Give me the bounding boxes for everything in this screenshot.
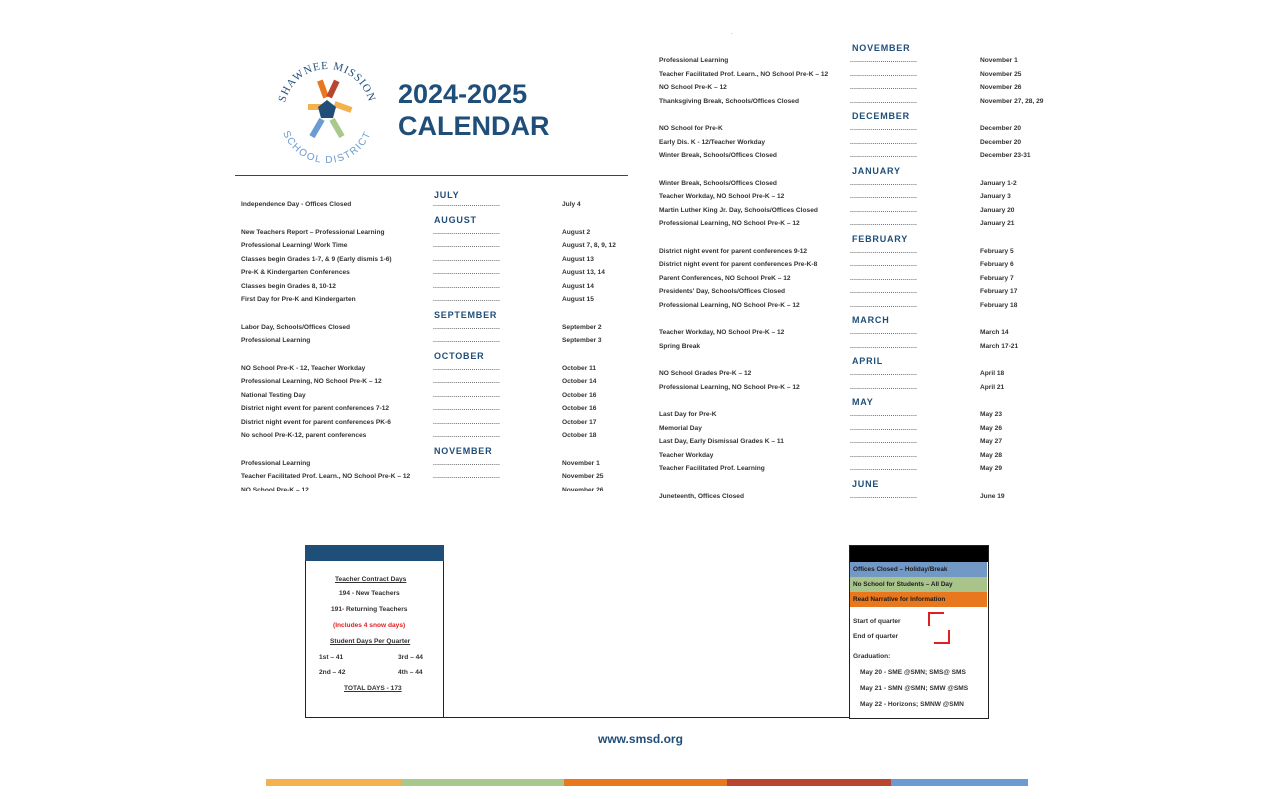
leader-dots: ................................. — [433, 228, 501, 236]
calendar-event-row — [659, 261, 1050, 273]
calendar-event-row — [241, 201, 635, 213]
leader-dots: ................................. — [850, 370, 918, 377]
calendar-event-row — [659, 57, 1050, 69]
calendar-event-row — [659, 275, 1050, 287]
legend-box — [849, 545, 989, 719]
calendar-event-row — [659, 438, 1050, 450]
calendar-event-row — [659, 343, 1050, 355]
calendar-event-row — [241, 419, 635, 431]
event-date: December 23-31 — [980, 152, 1031, 159]
calendar-event-row — [241, 365, 635, 377]
event-label: Last Day, Early Dismissal Grades K – 11 — [659, 438, 784, 445]
event-date: October 16 — [562, 391, 597, 399]
event-label: Professional Learning, NO School Pre-K – 12 — [659, 383, 800, 391]
event-label: Winter Break, Schools/Offices Closed — [659, 179, 777, 187]
calendar-event-row — [241, 460, 635, 472]
event-date: August 7, 8, 9, 12 — [562, 242, 616, 249]
leader-dots: ................................. — [850, 193, 918, 200]
graduation-item: May 21 - SMN @SMN; SMW @SMS — [860, 685, 969, 692]
leader-dots: ................................. — [850, 301, 918, 309]
leader-dots: ................................. — [850, 247, 918, 255]
calendar-event-row — [659, 288, 1050, 300]
event-label: Professional Learning/ Work Time — [241, 242, 348, 249]
event-label: Pre-K & Kindergarten Conferences — [241, 269, 350, 276]
end-quarter-marker-icon — [934, 630, 950, 644]
leader-dots: ................................. — [433, 364, 501, 372]
new-teachers-days: 194 - New Teachers — [339, 590, 400, 597]
event-date: September 2 — [562, 323, 602, 331]
calendar-event-row — [241, 405, 635, 417]
event-date: January 20 — [980, 206, 1015, 214]
event-date: February 7 — [980, 274, 1014, 282]
calendar-title-year: 2024-2025 — [398, 79, 528, 109]
event-label: Professional Learning, NO School Pre-K – 12 — [241, 378, 382, 385]
calendar-event-row — [659, 152, 1050, 164]
event-label: NO School Pre-K - 12, Teacher Workday — [241, 364, 366, 372]
legend-header-bar — [850, 546, 988, 562]
leader-dots: ................................. — [433, 337, 501, 344]
event-label: Teacher Workday, NO School Pre-K – 12 — [659, 329, 785, 336]
leader-dots: ................................. — [850, 70, 918, 78]
event-label: Teacher Facilitated Prof. Learning — [659, 465, 765, 472]
event-label: Parent Conferences, NO School PreK – 12 — [659, 274, 791, 282]
event-label: Thanksgiving Break, Schools/Offices Closed — [659, 97, 799, 105]
legend-no-school: No School for Students – All Day — [850, 577, 987, 592]
event-date: June 19 — [980, 492, 1005, 500]
event-label: Professional Learning — [241, 337, 311, 344]
leader-dots: ................................. — [433, 201, 501, 208]
event-date: October 17 — [562, 418, 597, 426]
calendar-event-row — [241, 378, 635, 390]
event-date: April 18 — [980, 370, 1005, 377]
district-website-link[interactable]: www.smsd.org — [598, 732, 683, 746]
leader-dots: ................................. — [850, 424, 918, 432]
event-label: District night event for parent conferences PK-6 — [241, 418, 391, 426]
quarter-days-heading: Student Days Per Quarter — [330, 638, 411, 645]
event-label: Independence Day - Offices Closed — [241, 201, 352, 208]
month-heading: NOVEMBER — [852, 43, 911, 53]
district-logo — [272, 60, 382, 164]
event-date: October 18 — [562, 432, 597, 439]
event-label: Professional Learning, NO School Pre-K – 12 — [659, 301, 800, 309]
calendar-event-row — [659, 493, 1050, 505]
contract-box-header-bar — [305, 545, 444, 561]
leader-dots: ................................. — [433, 486, 501, 491]
leader-dots: ................................. — [433, 255, 501, 263]
returning-teachers-days: 191- Returning Teachers — [331, 606, 408, 613]
event-label: Labor Day, Schools/Offices Closed — [241, 323, 351, 331]
event-date: May 26 — [980, 424, 1002, 432]
event-date: May 29 — [980, 465, 1002, 472]
quarter-3-days: 3rd – 44 — [398, 654, 423, 661]
event-label: Juneteenth, Offices Closed — [659, 492, 745, 500]
event-label: District night event for parent conferences Pre-K-8 — [659, 261, 818, 268]
calendar-event-row — [241, 432, 635, 444]
event-date: March 14 — [980, 329, 1009, 336]
calendar-event-row — [241, 324, 635, 336]
event-date: May 27 — [980, 438, 1002, 445]
event-date: November 27, 28, 29 — [980, 97, 1044, 105]
event-label: Memorial Day — [659, 424, 702, 432]
logo-text-bottom: SCHOOL DISTRICT — [280, 129, 374, 164]
event-label: NO School Pre-K – 12 — [241, 486, 309, 491]
leader-dots: ................................. — [850, 288, 918, 295]
calendar-event-row — [659, 71, 1050, 83]
calendar-event-row — [659, 452, 1050, 464]
calendar-event-row — [659, 384, 1050, 396]
month-heading: APRIL — [852, 356, 883, 366]
leader-dots: ................................. — [850, 57, 918, 64]
calendar-event-row — [241, 392, 635, 404]
month-heading: NOVEMBER — [434, 445, 493, 456]
event-date: October 11 — [562, 364, 597, 372]
calendar-event-row — [241, 269, 635, 281]
event-date: November 1 — [562, 459, 600, 467]
logo-text-top: SHAWNEE MISSION — [276, 60, 378, 104]
graduation-item: May 20 - SME @SMN; SMS@ SMS — [860, 669, 966, 676]
leader-dots: ................................. — [850, 97, 918, 105]
event-date: April 21 — [980, 383, 1005, 391]
event-date: February 5 — [980, 247, 1014, 255]
event-date: May 23 — [980, 411, 1002, 418]
left-calendar-column — [235, 185, 635, 491]
event-label: New Teachers Report – Professional Learning — [241, 228, 385, 236]
leader-dots: ................................. — [850, 383, 918, 391]
legend-end-quarter: End of quarter — [853, 633, 899, 640]
total-days: TOTAL DAYS - 173 — [344, 685, 402, 692]
calendar-event-row — [659, 370, 1050, 382]
event-date: December 20 — [980, 125, 1022, 132]
stray-mark: . — [731, 30, 733, 36]
leader-dots: ................................. — [433, 459, 501, 467]
event-date: January 1-2 — [980, 179, 1017, 187]
snow-days-note: (Includes 4 snow days) — [333, 622, 406, 629]
event-date: August 15 — [562, 296, 594, 303]
leader-dots: ................................. — [850, 451, 918, 459]
leader-dots: ................................. — [433, 296, 501, 303]
graduation-heading: Graduation: — [853, 653, 891, 660]
leader-dots: ................................. — [433, 418, 501, 426]
event-label: First Day for Pre-K and Kindergarten — [241, 296, 356, 303]
leader-dots: ................................. — [433, 432, 501, 439]
event-date: August 13, 14 — [562, 269, 605, 276]
quarter-2-days: 2nd – 42 — [319, 669, 346, 676]
leader-dots: ................................. — [850, 492, 918, 500]
event-label: Professional Learning — [659, 57, 729, 64]
event-date: May 28 — [980, 451, 1002, 459]
leader-dots: ................................. — [433, 378, 501, 385]
leader-dots: ................................. — [433, 323, 501, 331]
event-date: February 17 — [980, 288, 1018, 295]
month-heading: FEBRUARY — [852, 233, 909, 244]
event-label: Martin Luther King Jr. Day, Schools/Offices Closed — [659, 206, 818, 214]
event-date: August 2 — [562, 228, 591, 236]
legend-read-narrative: Read Narrative for Information — [850, 592, 987, 607]
event-date: November 26 — [562, 486, 604, 491]
leader-dots: ................................. — [433, 473, 501, 480]
event-label: Spring Break — [659, 342, 701, 350]
leader-dots: ................................. — [850, 438, 918, 445]
footer-color-strip — [891, 779, 1028, 786]
right-calendar-column — [650, 38, 1050, 528]
event-label: Professional Learning — [241, 459, 311, 467]
event-label: Presidents' Day, Schools/Offices Closed — [659, 288, 786, 295]
legend-start-quarter: Start of quarter — [853, 618, 901, 625]
event-date: March 17-21 — [980, 342, 1019, 350]
leader-dots: ................................. — [433, 242, 501, 249]
leader-dots: ................................. — [850, 138, 918, 146]
calendar-event-row — [659, 180, 1050, 192]
calendar-event-row — [241, 473, 635, 485]
event-label: NO School Grades Pre-K – 12 — [659, 370, 752, 377]
month-heading: DECEMBER — [852, 111, 910, 121]
calendar-event-row — [241, 242, 635, 254]
calendar-event-row — [659, 193, 1050, 205]
event-label: Teacher Workday, NO School Pre-K – 12 — [659, 193, 785, 200]
calendar-event-row — [241, 256, 635, 268]
event-date: January 21 — [980, 220, 1015, 227]
start-quarter-marker-icon — [928, 612, 944, 626]
leader-dots: ................................. — [850, 411, 918, 418]
event-label: No school Pre-K-12, parent conferences — [241, 432, 367, 439]
calendar-event-row — [241, 487, 635, 492]
leader-dots: ................................. — [850, 465, 918, 472]
calendar-event-row — [241, 229, 635, 241]
event-date: November 25 — [980, 70, 1022, 78]
event-date: November 1 — [980, 57, 1018, 64]
calendar-event-row — [659, 125, 1050, 137]
leader-dots: ................................. — [850, 342, 918, 350]
leader-dots: ................................. — [850, 220, 918, 227]
leader-dots: ................................. — [433, 405, 501, 412]
month-heading: OCTOBER — [434, 350, 485, 361]
event-date: July 4 — [562, 201, 581, 208]
event-label: NO School for Pre-K — [659, 125, 723, 132]
event-label: Classes begin Grades 8, 10-12 — [241, 282, 336, 290]
event-label: Professional Learning, NO School Pre-K – 12 — [659, 220, 800, 227]
event-date: October 14 — [562, 378, 597, 385]
leader-dots: ................................. — [850, 329, 918, 336]
leader-dots: ................................. — [433, 269, 501, 276]
month-heading: MARCH — [852, 315, 890, 325]
calendar-event-row — [659, 411, 1050, 423]
footer-color-strip — [564, 779, 727, 786]
quarter-1-days: 1st – 41 — [319, 654, 344, 661]
event-date: February 6 — [980, 261, 1014, 268]
event-date: September 3 — [562, 337, 602, 344]
graduation-item: May 22 - Horizons; SMNW @SMN — [860, 701, 964, 708]
contract-days-heading: Teacher Contract Days — [335, 576, 407, 583]
calendar-event-row — [659, 207, 1050, 219]
month-heading: MAY — [852, 397, 874, 407]
leader-dots: ................................. — [850, 206, 918, 214]
month-heading: JULY — [434, 190, 460, 200]
event-label: District night event for parent conferences 9-12 — [659, 247, 808, 255]
leader-dots: ................................. — [850, 152, 918, 159]
event-date: December 20 — [980, 138, 1022, 146]
legend-offices-closed: Offices Closed – Holiday/Break — [850, 562, 987, 577]
calendar-event-row — [241, 337, 635, 349]
event-date: January 3 — [980, 193, 1011, 200]
event-label: NO School Pre-K – 12 — [659, 84, 727, 91]
calendar-event-row — [241, 283, 635, 295]
footer-color-strip — [727, 779, 891, 786]
calendar-event-row — [659, 465, 1050, 477]
footer-color-strip — [401, 779, 564, 786]
calendar-event-row — [241, 296, 635, 308]
footer-color-strip — [266, 779, 401, 786]
leader-dots: ................................. — [850, 125, 918, 132]
calendar-event-row — [659, 425, 1050, 437]
event-date: November 25 — [562, 473, 604, 480]
event-date: February 18 — [980, 301, 1018, 309]
event-label: Teacher Workday — [659, 451, 714, 459]
contract-days-box — [305, 545, 444, 718]
leader-dots: ................................. — [433, 282, 501, 290]
event-label: Winter Break, Schools/Offices Closed — [659, 152, 777, 159]
leader-dots: ................................. — [850, 261, 918, 268]
calendar-event-row — [659, 329, 1050, 341]
event-label: Teacher Facilitated Prof. Learn., NO School Pre-K – 12 — [241, 473, 411, 480]
box-connector-line — [442, 717, 850, 718]
event-date: November 26 — [980, 84, 1022, 91]
month-heading: JUNE — [852, 478, 880, 489]
calendar-event-row — [659, 84, 1050, 96]
event-date: October 16 — [562, 405, 597, 412]
calendar-title: CALENDAR — [398, 111, 550, 141]
calendar-event-row — [659, 139, 1050, 151]
event-label: Last Day for Pre-K — [659, 411, 717, 418]
event-label: Early Dis. K - 12/Teacher Workday — [659, 138, 766, 146]
month-heading: SEPTEMBER — [434, 309, 498, 320]
leader-dots: ................................. — [433, 391, 501, 399]
calendar-event-row — [659, 248, 1050, 260]
header-divider — [235, 175, 628, 176]
event-date: August 13 — [562, 255, 594, 263]
month-heading: AUGUST — [434, 214, 477, 225]
svg-text:SCHOOL DISTRICT — [280, 129, 374, 164]
leader-dots: ................................. — [850, 274, 918, 282]
calendar-event-row — [659, 98, 1050, 110]
event-label: Teacher Facilitated Prof. Learn., NO School Pre-K – 12 — [659, 70, 829, 78]
event-label: Classes begin Grades 1-7, & 9 (Early dismis 1-6) — [241, 255, 392, 263]
quarter-4-days: 4th – 44 — [398, 669, 423, 676]
event-date: August 14 — [562, 282, 594, 290]
event-label: District night event for parent conferences 7-12 — [241, 405, 390, 412]
event-label: National Testing Day — [241, 391, 306, 399]
calendar-event-row — [659, 220, 1050, 232]
leader-dots: ................................. — [850, 84, 918, 91]
leader-dots: ................................. — [850, 179, 918, 187]
calendar-event-row — [659, 302, 1050, 314]
month-heading: JANUARY — [852, 165, 901, 176]
